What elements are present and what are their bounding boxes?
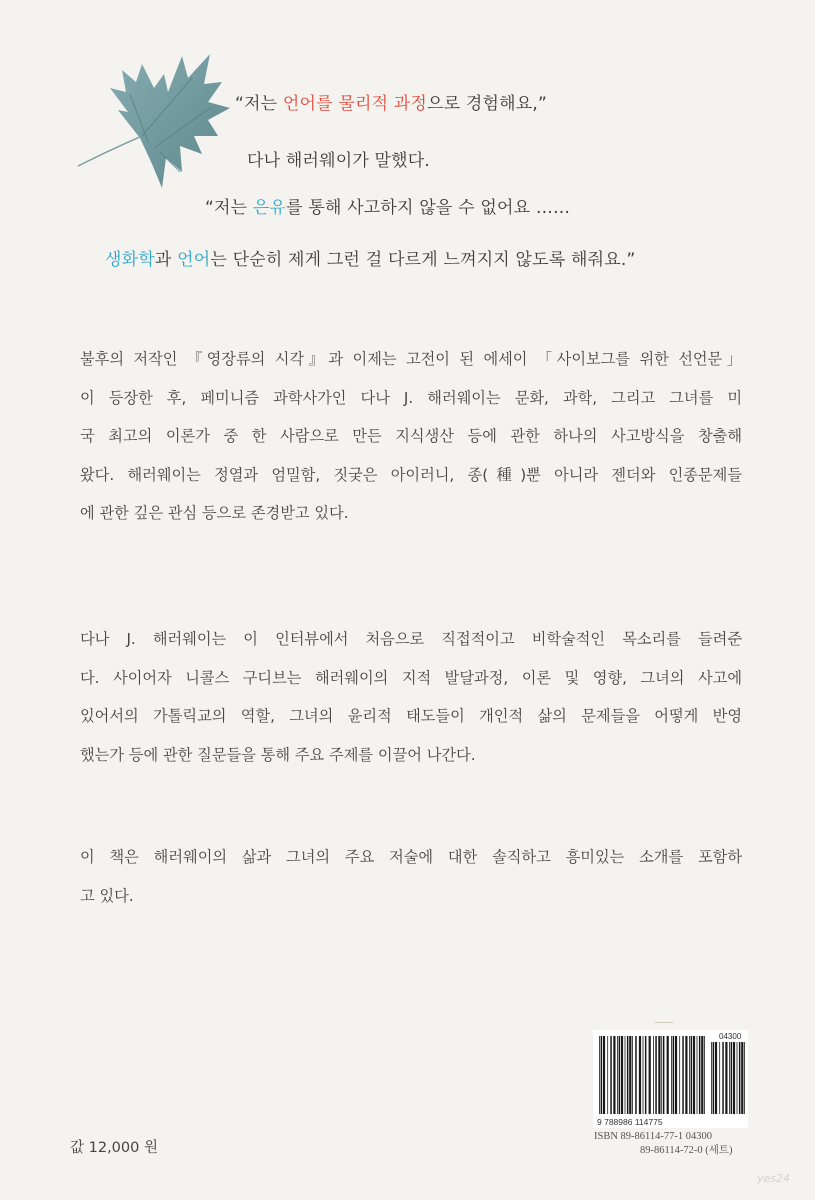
paragraph-line: 에 관한 깊은 관심 등으로 존경받고 있다. bbox=[80, 504, 349, 522]
paragraph-line: 있어서의 가톨릭교의 역할, 그녀의 윤리적 태도들이 개인적 삶의 문제들을 어떻게 반영 bbox=[80, 707, 742, 725]
quote-text: 과 bbox=[154, 250, 178, 270]
quote-text: 으로 경험해요,” bbox=[427, 94, 547, 114]
barcode-digits: 9 788986 114775 bbox=[597, 1117, 663, 1127]
highlight-cyan: 언어 bbox=[177, 250, 211, 270]
quote-line-3 bbox=[105, 245, 635, 270]
quote-line-2 bbox=[205, 193, 570, 218]
print-speck bbox=[655, 1022, 673, 1023]
paragraph-line: 했는가 등에 관한 질문들을 통해 주요 주제를 이끌어 나간다. bbox=[80, 745, 476, 764]
isbn-line-2: 89-86114-72-0 (세트) bbox=[640, 1145, 733, 1156]
maple-leaf-icon bbox=[70, 48, 240, 198]
paragraph-line: 다나 J. 해러웨이는 이 인터뷰에서 처음으로 직접적이고 비학술적인 목소리를 들려준 bbox=[80, 630, 742, 648]
highlight-cyan: 생화학 bbox=[105, 250, 155, 270]
isbn-barcode bbox=[593, 1030, 748, 1128]
watermark-logo: yes24 bbox=[757, 1172, 791, 1185]
barcode-addon-label: 04300 bbox=[719, 1032, 742, 1041]
description-paragraph-1 bbox=[80, 340, 742, 533]
paragraph-line: 불후의 저작인 『영장류의 시각』과 이제는 고전이 된 에세이 「사이보그를 위한 선언문」 bbox=[80, 350, 742, 368]
paragraph-line: 다. 사이어자 니콜스 구디브는 해러웨이의 지적 발달과정, 이론 및 영향, 그녀의 사고에 bbox=[80, 668, 742, 687]
highlight-cyan: 은유 bbox=[252, 198, 287, 218]
quote-text: “저는 bbox=[235, 94, 283, 114]
description-paragraph-3 bbox=[80, 838, 742, 915]
quote-text: 는 단순히 제게 그런 걸 다르게 느껴지지 않도록 해줘요.” bbox=[210, 250, 636, 270]
quote-text: “저는 bbox=[205, 198, 253, 218]
quote-line-1 bbox=[235, 89, 547, 114]
quote-text: 를 통해 사고하지 않을 수 없어요 …… bbox=[286, 198, 571, 218]
paragraph-line: 이 책은 해러웨이의 삶과 그녀의 주요 저술에 대한 솔직하고 흥미있는 소개를 포함하 bbox=[80, 848, 742, 866]
paragraph-line: 이 등장한 후, 페미니즘 과학사가인 다나 J. 해러웨이는 문화, 과학, 그리고 그녀를 미 bbox=[80, 388, 742, 407]
paragraph-line: 왔다. 해러웨이는 정열과 엄밀함, 짓궂은 아이러니, 종(種)뿐 아니라 젠더와 인종문제들 bbox=[80, 465, 742, 484]
paragraph-line: 국 최고의 이론가 중 한 사람으로 만든 지식생산 등에 관한 하나의 사고방식을 창출해 bbox=[80, 427, 742, 445]
quote-attribution: 다나 해러웨이가 말했다. bbox=[247, 151, 431, 171]
isbn-line-1: ISBN 89-86114-77-1 04300 bbox=[594, 1131, 713, 1142]
description-paragraph-2 bbox=[80, 620, 742, 774]
highlight-red: 언어를 물리적 과정 bbox=[282, 94, 428, 114]
paragraph-line: 고 있다. bbox=[80, 886, 134, 905]
isbn-text bbox=[594, 1130, 733, 1158]
price-label: 값 12,000 원 bbox=[70, 1140, 158, 1156]
